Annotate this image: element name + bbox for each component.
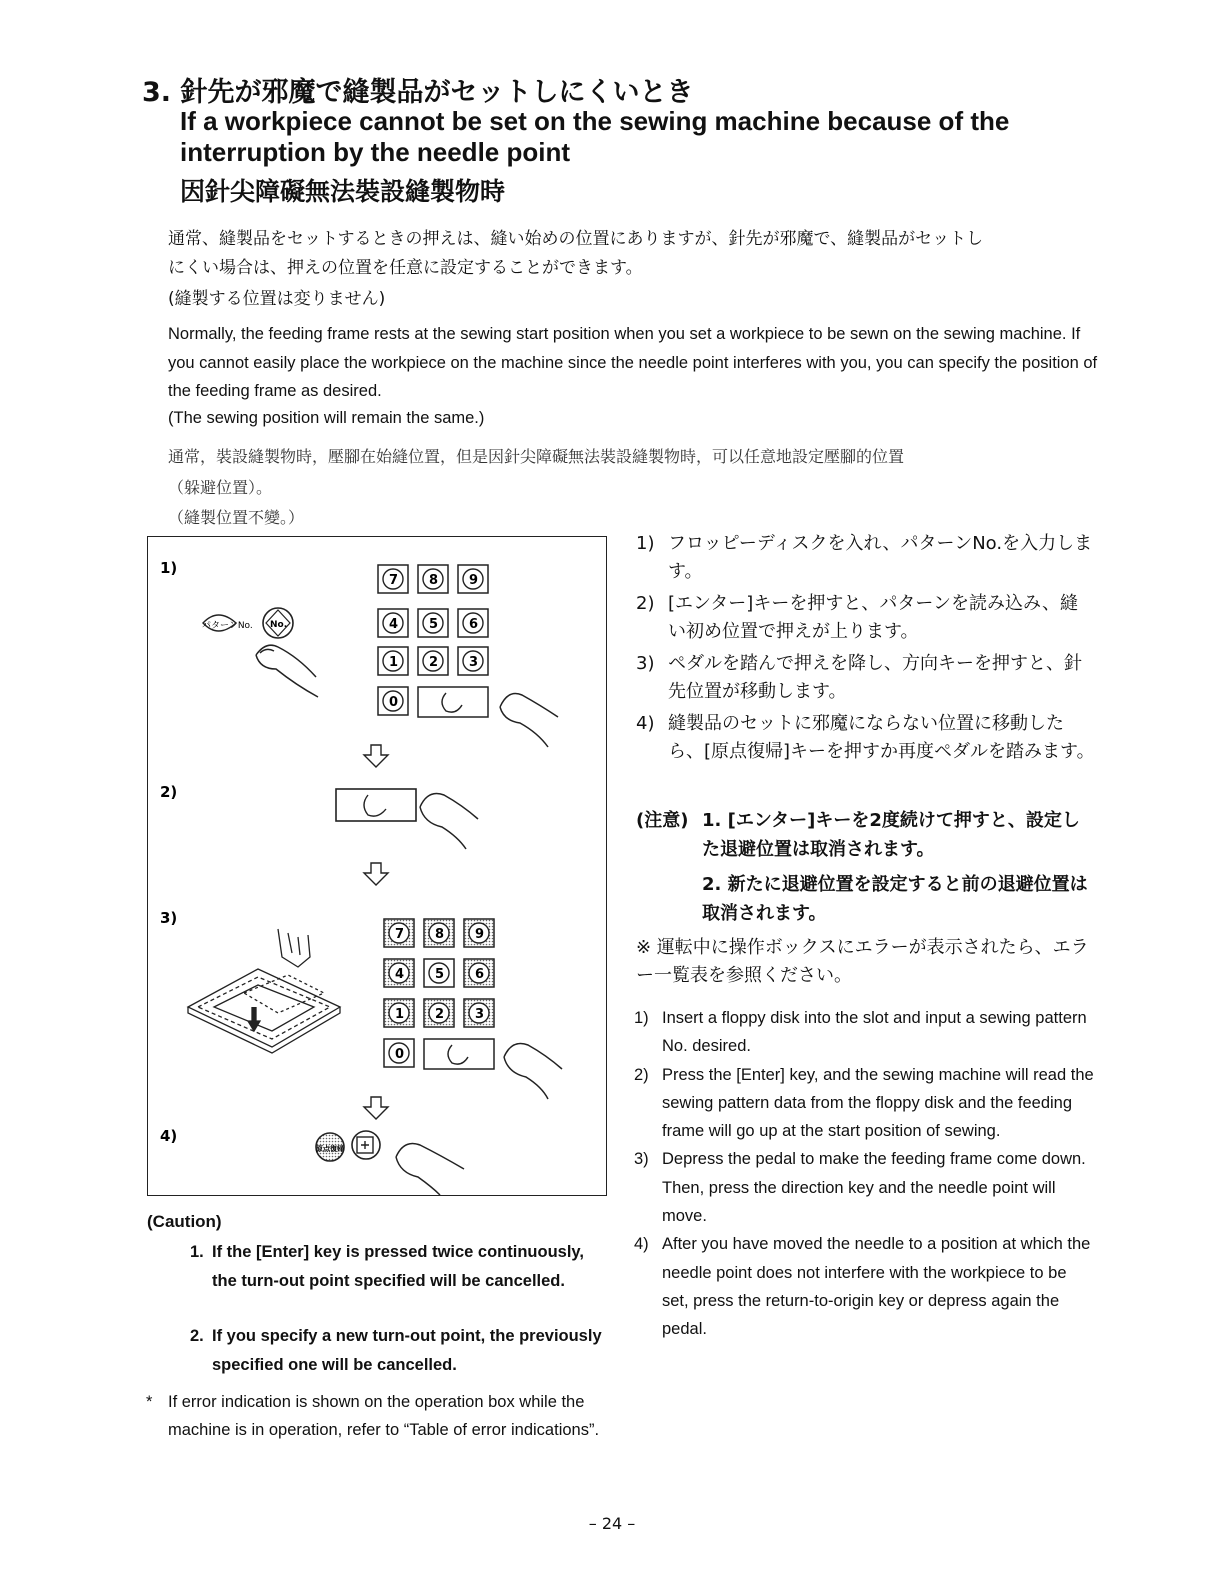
down-arrow-icon <box>364 745 388 767</box>
intro-jp-line3: (縫製する位置は変りません) <box>168 289 386 309</box>
note-jp-item1: 1. [エンター]キーを2度続けて押すと、設定した退避位置は取消されます。 <box>702 810 1080 860</box>
intro-en: Normally, the feeding frame rests at the sewing start position when you set a workpiece to be sewn on the sewing machine. If you cannot easily place the workpiece on the machine since the needle point interferes with you, you can specify the position of the feeding frame as desired. <box>168 325 1098 400</box>
finger-icon <box>500 694 558 748</box>
step-jp-num: 3) <box>636 653 655 674</box>
step-jp-text: [エンター]キーを押すと、パターンを読み込み、縫い初め位置で押えが上ります。 <box>668 593 1079 642</box>
page-number: – 24 – <box>588 1514 636 1533</box>
error-note-en <box>146 1388 610 1445</box>
step-en-item <box>634 1004 1096 1061</box>
figure-step-label: 4) <box>160 1127 178 1145</box>
keypad-key: 6 <box>469 617 479 632</box>
caution-item <box>190 1238 610 1295</box>
keypad-key: 7 <box>389 573 399 588</box>
feeding-frame-illustration <box>188 929 340 1053</box>
step-jp-item <box>636 650 1096 706</box>
no-key <box>263 608 293 638</box>
keypad-key: 2 <box>429 655 439 670</box>
finger-icon <box>504 1044 562 1100</box>
pattern-no-key <box>202 615 253 631</box>
step-jp-item <box>636 710 1096 766</box>
keypad-key: 9 <box>475 927 485 942</box>
keypad-key: 3 <box>469 655 479 670</box>
step-jp-item <box>636 590 1096 646</box>
note-jp-row1 <box>636 806 1096 864</box>
note-jp <box>636 806 1096 928</box>
finger-icon <box>420 794 478 850</box>
step-en-num: 1) <box>634 1009 649 1027</box>
origin-return-key <box>316 1133 345 1161</box>
step-jp-item <box>636 530 1096 586</box>
procedure-illustration <box>148 537 606 1195</box>
keypad-key: 5 <box>429 617 439 632</box>
keypad-step1 <box>378 565 488 717</box>
down-arrow-icon <box>364 863 388 885</box>
direction-key <box>352 1131 380 1159</box>
keypad-step3 <box>384 919 494 1069</box>
step-en-text: Depress the pedal to make the feeding frame come down. Then, press the direction key and the needle point will move. <box>662 1150 1086 1226</box>
keypad-key: 6 <box>475 967 485 982</box>
no-key-label: No. <box>270 620 288 630</box>
error-note-text: If error indication is shown on the operation box while the machine is in operation, refer to “Table of error indications”. <box>168 1393 600 1440</box>
keypad-key: 8 <box>435 927 445 942</box>
keypad-key: 5 <box>435 967 445 982</box>
keypad-key: 8 <box>429 573 439 588</box>
caution-item-num: 1. <box>190 1243 204 1261</box>
pattern-no-label: パターンNo. <box>202 621 253 631</box>
section-title-zh: 因針尖障礙無法裝設縫製物時 <box>180 177 506 206</box>
step-jp-text: フロッピーディスクを入れ、パターンNo.を入力します。 <box>668 533 1093 582</box>
enter-key <box>424 1039 494 1069</box>
step-en-item <box>634 1230 1096 1343</box>
keypad-key: 0 <box>389 695 399 710</box>
keypad-key: 3 <box>475 1007 485 1022</box>
step-jp-text: 縫製品のセットに邪魔にならない位置に移動したら、[原点復帰]キーを押すか再度ペダルを踏みます。 <box>668 713 1095 762</box>
note-jp-item2: 2. 新たに退避位置を設定すると前の退避位置は取消されます。 <box>702 874 1088 924</box>
keypad-key: 4 <box>395 967 405 982</box>
intro-zh-line3: （縫製位置不變。） <box>168 508 305 527</box>
caution-item <box>190 1322 610 1379</box>
step-en-text: Insert a floppy disk into the slot and input a sewing pattern No. desired. <box>662 1009 1087 1056</box>
steps-en <box>634 1004 1096 1344</box>
origin-key-label: 原点復帰 <box>316 1145 344 1153</box>
step-jp-num: 1) <box>636 533 655 554</box>
keypad-key: 4 <box>389 617 399 632</box>
note-jp-error: ※ 運転中に操作ボックスにエラーが表示されたら、エラー一覧表を参照ください。 <box>636 937 1089 986</box>
caution-item-text: If you specify a new turn-out point, the previously specified one will be cancelled. <box>212 1327 602 1374</box>
intro-jp-line1: 通常、縫製品をセットするときの押えは、縫い始めの位置にありますが、針先が邪魔で、縫製品がセットし <box>168 229 984 249</box>
procedure-figure <box>147 536 607 1196</box>
enter-key <box>336 789 416 821</box>
step-en-item <box>634 1145 1096 1230</box>
figure-step-label: 3) <box>160 909 178 927</box>
step-en-num: 3) <box>634 1150 649 1169</box>
keypad-key: 1 <box>395 1007 405 1022</box>
keypad-key: 1 <box>389 655 399 670</box>
step-en-item <box>634 1061 1096 1146</box>
caution-item-text: If the [Enter] key is pressed twice continuously, the turn-out point specified will be cancelled. <box>212 1243 584 1290</box>
step-en-text: After you have moved the needle to a position at which the needle point does not interfere with the workpiece to be set, press the return-to-origin key or depress again the pedal. <box>662 1235 1091 1339</box>
finger-icon <box>256 645 318 697</box>
note-jp-label: (注意) <box>636 810 689 831</box>
enter-key <box>418 687 488 717</box>
step-jp-num: 2) <box>636 593 655 614</box>
steps-jp <box>636 530 1096 766</box>
step-jp-num: 4) <box>636 713 655 734</box>
keypad-key: 7 <box>395 927 405 942</box>
figure-step-label: 2) <box>160 783 178 801</box>
keypad-key: 2 <box>435 1007 445 1022</box>
step-en-num: 2) <box>634 1065 649 1084</box>
down-arrow-icon <box>364 1097 388 1119</box>
section-title-en: If a workpiece cannot be set on the sewing machine because of the interruption by the needle point <box>180 106 1010 167</box>
finger-icon <box>396 1144 464 1196</box>
caution-item-num: 2. <box>190 1327 204 1345</box>
step-en-num: 4) <box>634 1235 649 1254</box>
caution-title: (Caution) <box>147 1212 222 1231</box>
intro-jp-line2: にくい場合は、押えの位置を任意に設定することができます。 <box>168 258 643 278</box>
intro-en-note: (The sewing position will remain the same.) <box>168 409 485 427</box>
section-title-jp: 3. 針先が邪魔で縫製品がセットしにくいとき <box>142 77 694 108</box>
keypad-key: 9 <box>469 573 479 588</box>
bullet: * <box>146 1393 153 1411</box>
figure-step-label: 1) <box>160 559 178 577</box>
step-jp-text: ペダルを踏んで押えを降し、方向キーを押すと、針先位置が移動します。 <box>668 653 1082 702</box>
step-en-text: Press the [Enter] key, and the sewing machine will read the sewing pattern data from the floppy disk and the feeding frame will go up at the start position of sewing. <box>662 1065 1094 1141</box>
intro-zh-line2: （躲避位置）。 <box>168 478 273 497</box>
intro-zh-line1: 通常，裝設縫製物時，壓腳在始縫位置，但是因針尖障礙無法裝設縫製物時，可以任意地設定壓腳的位置 <box>168 447 905 466</box>
keypad-key: 0 <box>395 1047 405 1062</box>
